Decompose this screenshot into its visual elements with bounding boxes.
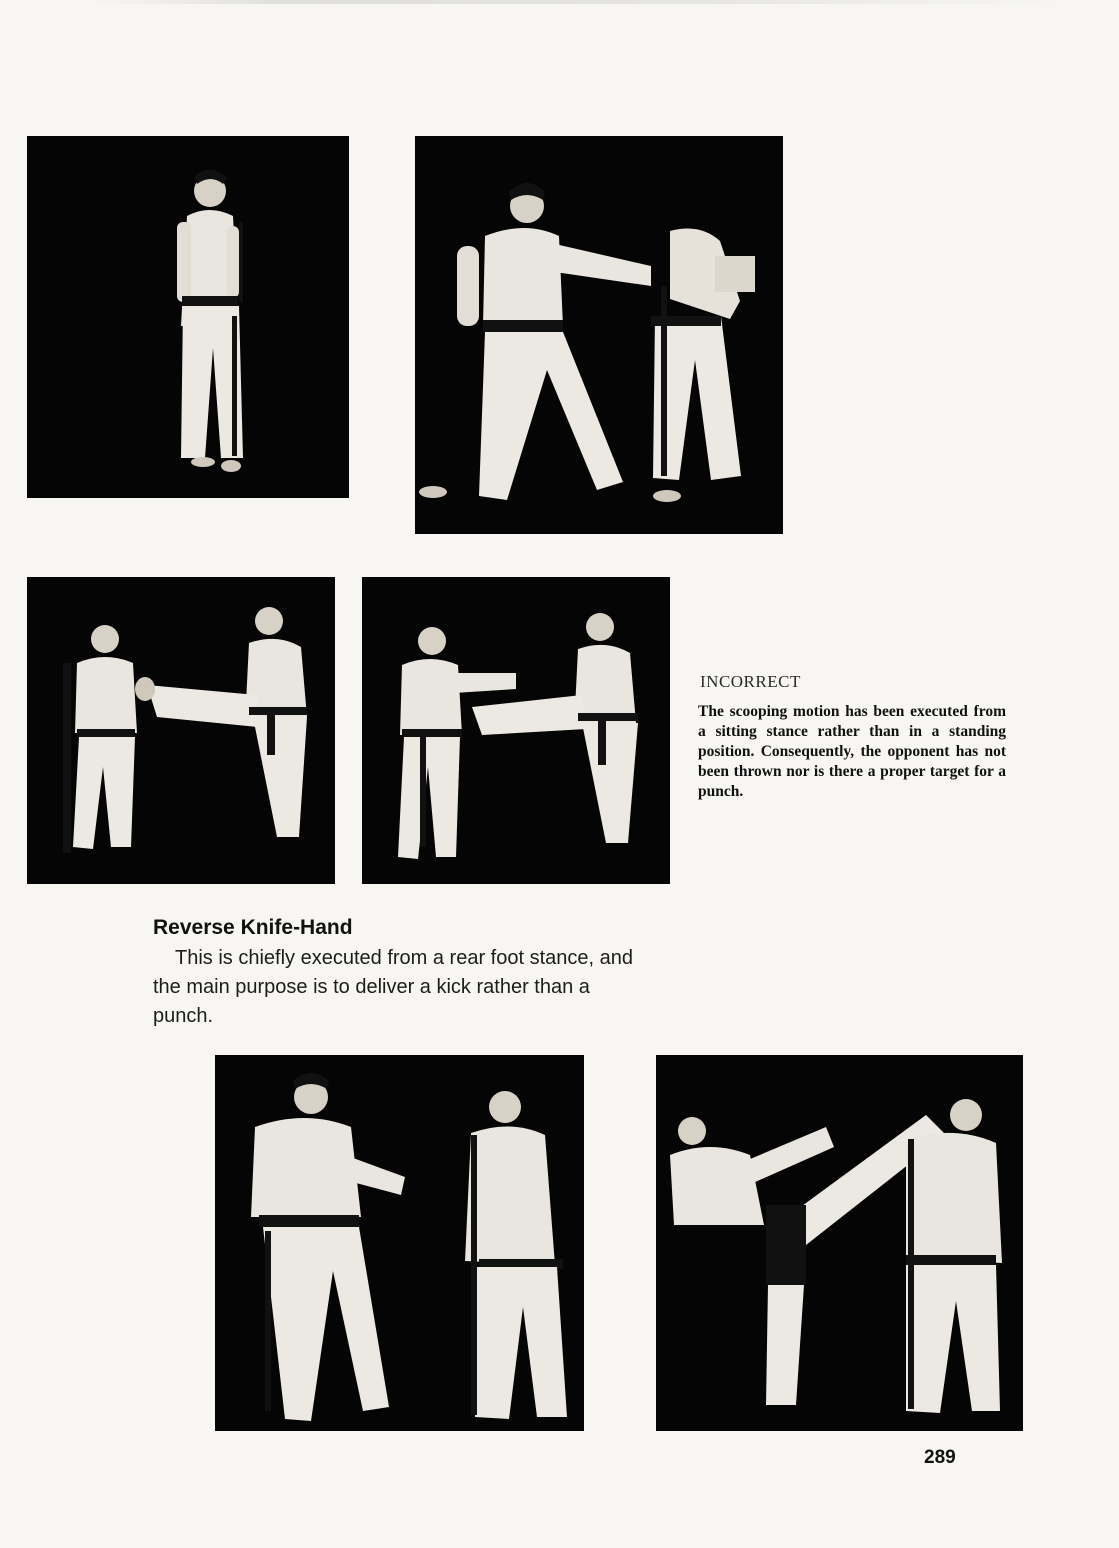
section-body: [153, 944, 633, 1031]
caption-text: The scooping motion has been executed from a sitting stance rather than in a standing position. Consequently, the opponent has not been thrown nor is there a proper target for a punch.: [698, 703, 1006, 800]
scan-edge-artifact: [90, 0, 1070, 4]
section-body-text: This is chiefly executed from a rear foot stance, and the main purpose is to deliver a kick rather than a punch.: [153, 947, 633, 1027]
figures-facing-illustration: [215, 1055, 584, 1431]
figures-kick-illustration: [27, 577, 335, 884]
page-number: 289: [924, 1447, 956, 1468]
photo-knife-hand-kick: [656, 1055, 1023, 1431]
figures-kick-punch-illustration: [362, 577, 670, 884]
figure-standing-illustration: [27, 136, 349, 498]
photo-ready-stance: [27, 136, 349, 498]
figures-high-kick-illustration: [656, 1055, 1023, 1431]
photo-incorrect-kick-1: [27, 577, 335, 884]
section-title: Reverse Knife-Hand: [153, 916, 353, 939]
figures-throw-illustration: [415, 136, 783, 534]
photo-scoop-throw: [415, 136, 783, 534]
photo-knife-hand-ready: [215, 1055, 584, 1431]
caption-heading: INCORRECT: [700, 672, 801, 691]
photo-incorrect-kick-2: [362, 577, 670, 884]
